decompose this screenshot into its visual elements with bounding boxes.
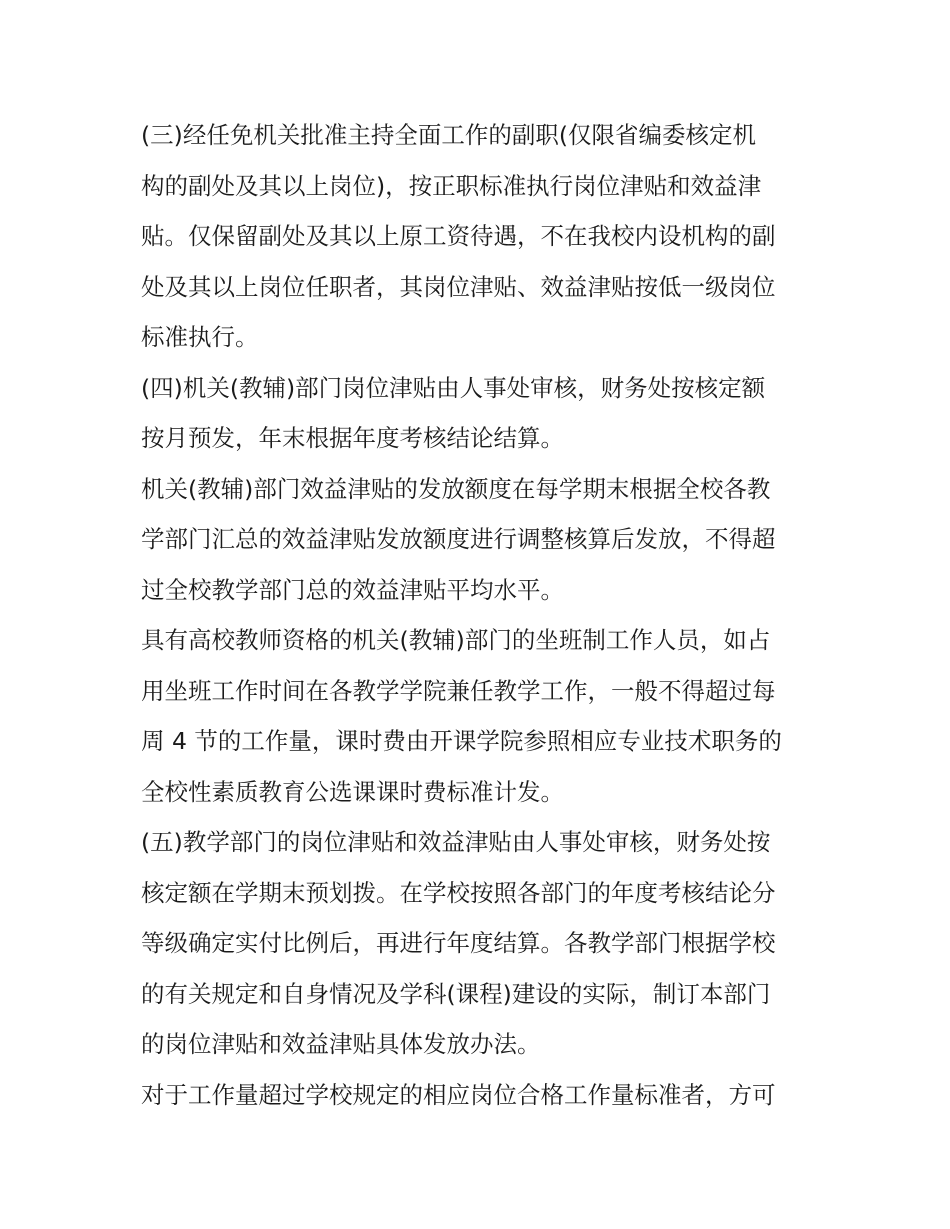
paragraph-teaching-staff-hours: [141, 615, 813, 817]
text-line: 全校性素质教育公选课课时费标准计发。: [141, 777, 564, 806]
text-line: 用坐班工作时间在各教学学院兼任教学工作，一般不得超过每: [141, 676, 776, 705]
text-line: 贴。仅保留副处及其以上原工资待遇，不在我校内设机构的副: [141, 222, 776, 250]
text-line: 具有高校教师资格的机关(教辅)部门的坐班制工作人员，如占: [141, 626, 771, 654]
document-body: [141, 110, 813, 1120]
paragraph-admin-benefit-allowance: [141, 464, 813, 616]
text-line: 的有关规定和自身情况及学科(课程)建设的实际，制订本部门: [141, 979, 771, 1008]
text-line: 按月预发，年末根据年度考核结论结算。: [141, 424, 564, 452]
paragraph-3-deputy-allowance: [141, 110, 813, 363]
text-line: 学部门汇总的效益津贴发放额度进行调整核算后发放，不得超: [141, 525, 776, 553]
text-line: (三)经任免机关批准主持全面工作的副职(仅限省编委核定机: [141, 121, 757, 149]
text-line: 处及其以上岗位任职者，其岗位津贴、效益津贴按低一级岗位: [141, 272, 776, 301]
text-line: 机关(教辅)部门效益津贴的发放额度在每学期末根据全校各教: [141, 474, 771, 503]
text-line: (四)机关(教辅)部门岗位津贴由人事处审核，财务处按核定额: [141, 373, 766, 402]
text-line: 过全校教学部门总的效益津贴平均水平。: [141, 575, 564, 604]
text-line: 的岗位津贴和效益津贴具体发放办法。: [141, 1030, 541, 1058]
paragraph-workload-exceeding: [141, 1070, 813, 1121]
text-line: 周 4 节的工作量，课时费由开课学院参照相应专业技术职务的: [141, 727, 782, 755]
text-line: 构的副处及其以上岗位)，按正职标准执行岗位津贴和效益津: [141, 171, 762, 200]
text-line: 标准执行。: [141, 323, 259, 351]
text-line: (五)教学部门的岗位津贴和效益津贴由人事处审核，财务处按: [141, 828, 771, 856]
text-line: 核定额在学期末预划拨。在学校按照各部门的年度考核结论分: [141, 878, 776, 907]
text-line: 等级确定实付比例后，再进行年度结算。各教学部门根据学校: [141, 929, 776, 957]
paragraph-4-admin-allowance: [141, 363, 813, 464]
text-line: 对于工作量超过学校规定的相应岗位合格工作量标准者，方可: [141, 1080, 776, 1109]
paragraph-5-teaching-dept-allowance: [141, 817, 813, 1070]
